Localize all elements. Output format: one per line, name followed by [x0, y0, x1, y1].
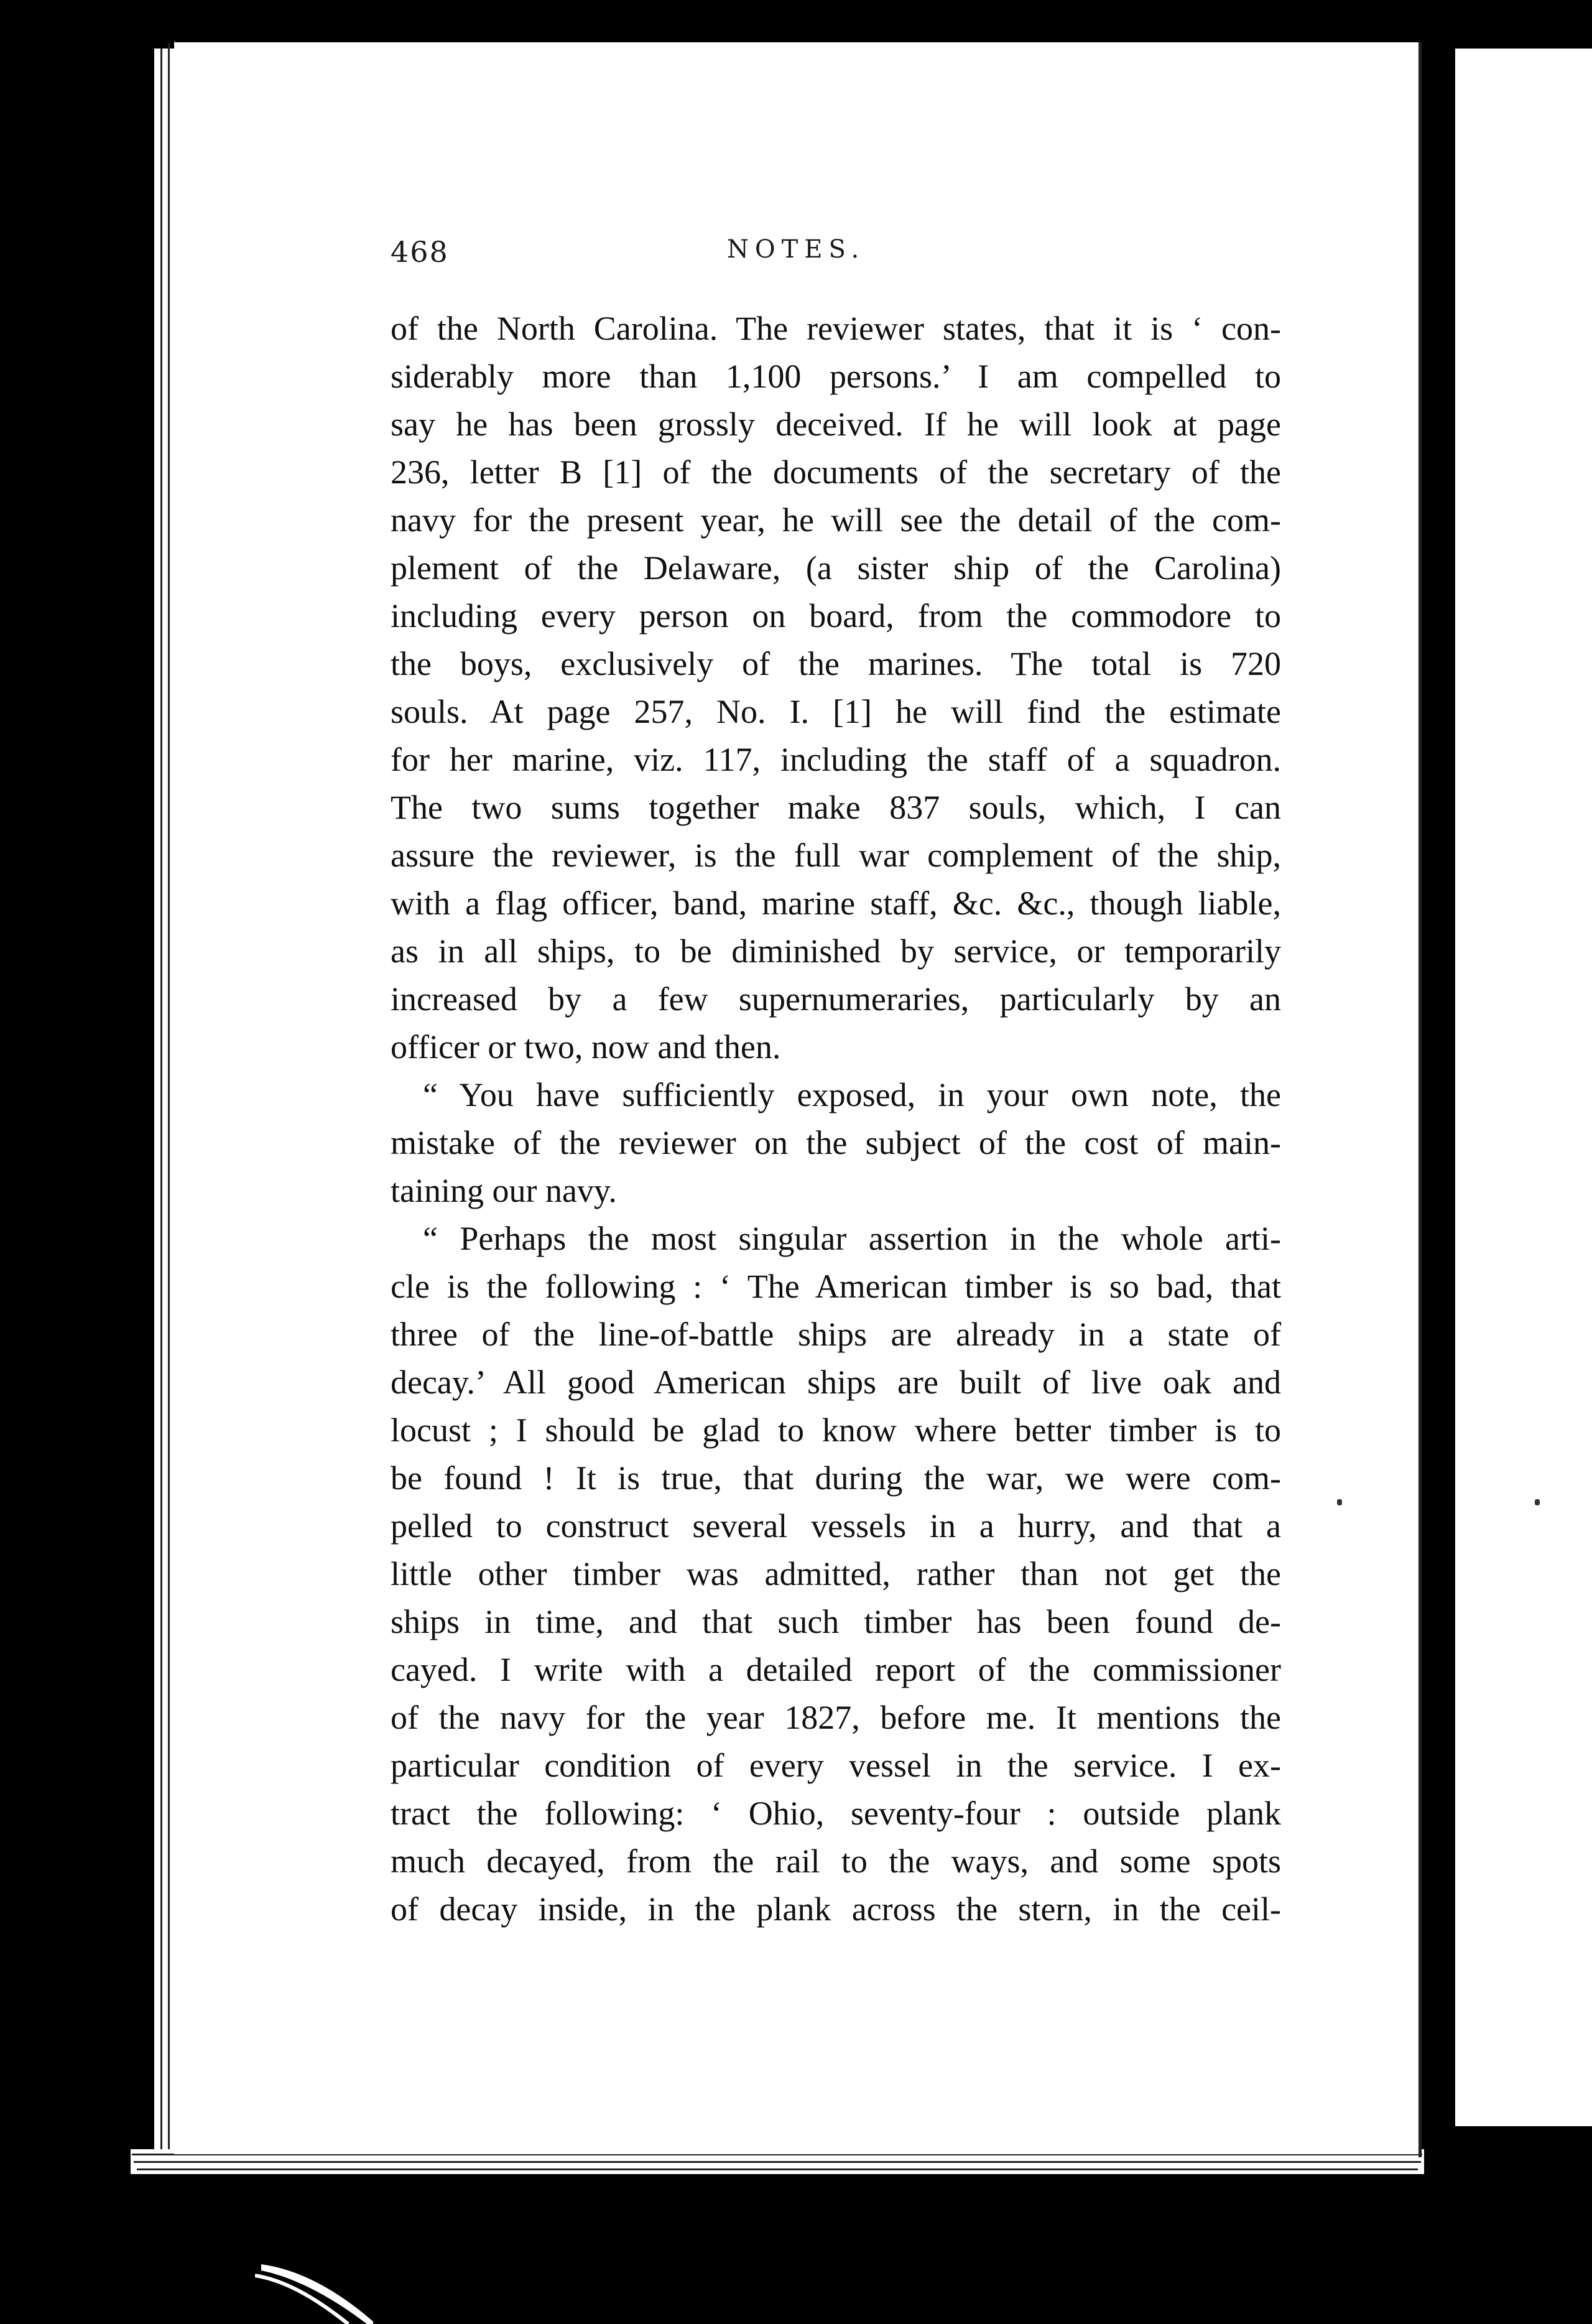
text-line: for her marine, viz. 117, including the staff of a squadron.	[391, 741, 1281, 778]
text-line: of the navy for the year 1827, before me. It mentions the	[391, 1699, 1281, 1736]
body-text	[391, 305, 1281, 1933]
facing-page	[1455, 49, 1592, 2126]
text-line: locust ; I should be glad to know where better timber is to	[391, 1411, 1281, 1449]
text-line: little other timber was admitted, rather than not get the	[391, 1555, 1281, 1592]
text-line: souls. At page 257, No. I. [1] he will find the estimate	[391, 693, 1281, 730]
page-number: 468	[391, 235, 449, 269]
page-edge-line	[137, 2168, 1418, 2170]
page-edge-line	[134, 2161, 1421, 2163]
text-line: ships in time, and that such timber has been found de-	[391, 1603, 1281, 1640]
text-line: plement of the Delaware, (a sister ship of the Carolina)	[391, 549, 1281, 587]
text-line: cayed. I write with a detailed report of the commissioner	[391, 1651, 1281, 1688]
text-line: The two sums together make 837 souls, which, I can	[391, 789, 1281, 826]
text-line: decay.’ All good American ships are built of live oak and	[391, 1364, 1281, 1401]
text-line: of the North Carolina. The reviewer states, that it is ‘ con-	[391, 310, 1281, 347]
text-line: particular condition of every vessel in the service. I ex-	[391, 1747, 1281, 1784]
text-line: assure the reviewer, is the full war complement of the ship,	[391, 837, 1281, 874]
scan-speck	[1535, 1499, 1540, 1505]
text-line: three of the line-of-battle ships are already in a state of	[391, 1316, 1281, 1353]
text-line: 236, letter B [1] of the documents of the secretary of the	[391, 453, 1281, 491]
text-line: be found ! It is true, that during the war, we were com-	[391, 1459, 1281, 1497]
text-line: tract the following: ‘ Ohio, seventy-four : outside plank	[391, 1795, 1281, 1832]
text-line: officer or two, now and then.	[391, 1028, 781, 1066]
text-line: much decayed, from the rail to the ways, and some spots	[391, 1843, 1281, 1880]
text-line: mistake of the reviewer on the subject of the cost of main-	[391, 1124, 1281, 1161]
text-line: the boys, exclusively of the marines. The total is 720	[391, 645, 1281, 682]
text-line: “ You have sufficiently exposed, in your own note, the	[423, 1076, 1281, 1113]
text-line: taining our navy.	[391, 1172, 617, 1209]
text-line: increased by a few supernumeraries, particularly by an	[391, 980, 1281, 1018]
scan-speck	[1337, 1499, 1342, 1505]
text-line: siderably more than 1,100 persons.’ I am compelled to	[391, 358, 1281, 395]
text-line: as in all ships, to be diminished by service, or temporarily	[391, 932, 1281, 970]
text-line: with a flag officer, band, marine staff, &c. &c., though liable,	[391, 885, 1281, 922]
page-edge-line	[168, 44, 170, 2162]
page-edge-line	[160, 49, 162, 2164]
text-line: navy for the present year, he will see the detail of the com-	[391, 501, 1281, 539]
text-line: including every person on board, from the commodore to	[391, 597, 1281, 634]
text-line: pelled to construct several vessels in a hurry, and that a	[391, 1507, 1281, 1545]
page-corner-curl	[255, 2264, 373, 2324]
text-line: “ Perhaps the most singular assertion in the whole arti-	[423, 1220, 1281, 1257]
text-line: say he has been grossly deceived. If he will look at page	[391, 406, 1281, 443]
text-line: cle is the following : ‘ The American timber is so bad, that	[391, 1268, 1281, 1305]
text-line: of decay inside, in the plank across the stern, in the ceil-	[391, 1890, 1281, 1928]
page-right-edge	[1418, 42, 1422, 2157]
running-title: NOTES.	[726, 235, 866, 264]
